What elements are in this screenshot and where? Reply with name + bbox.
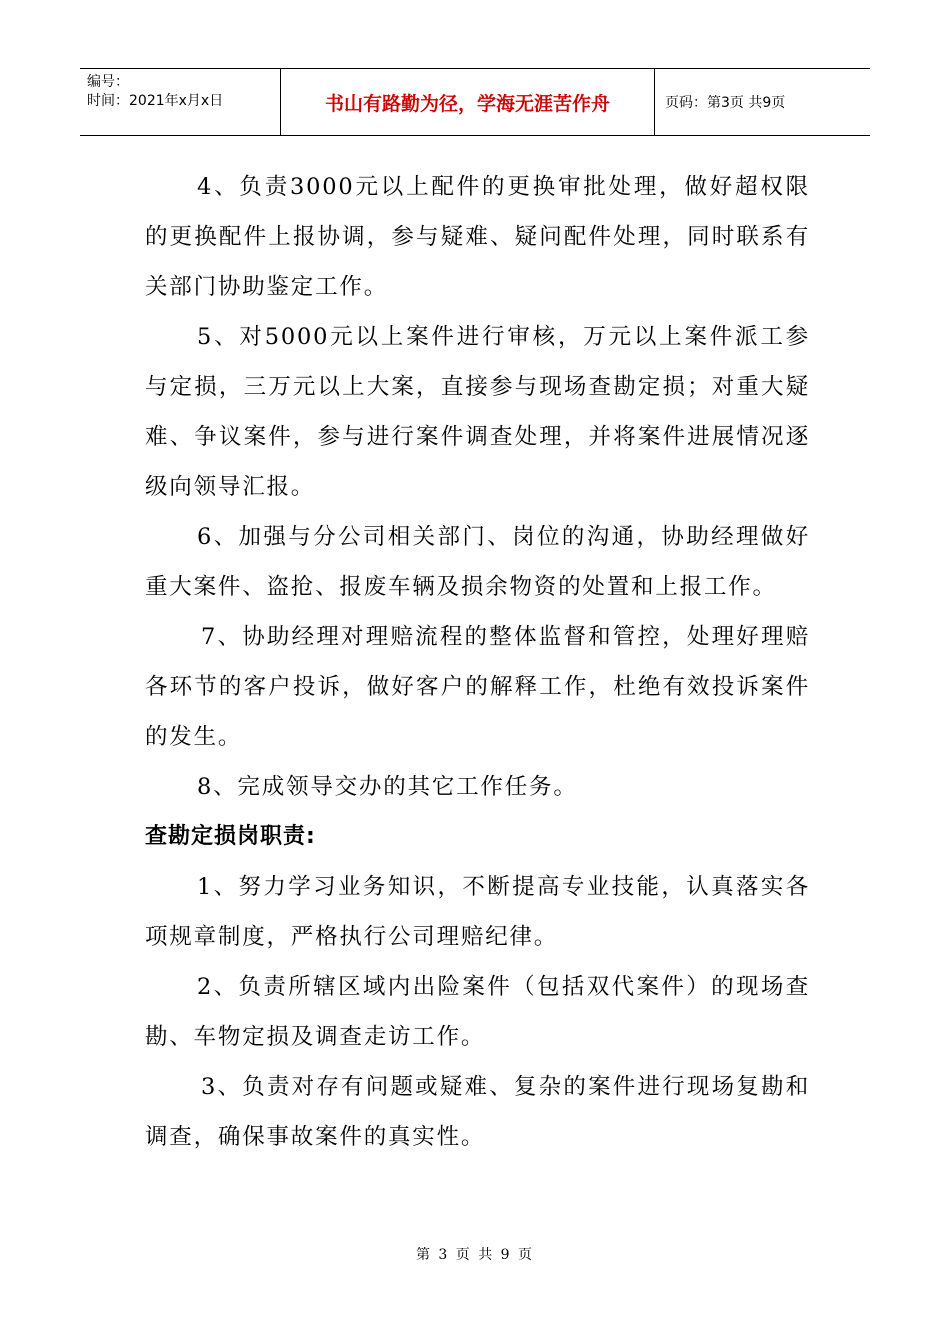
paragraph-item-5: 5、对5000元以上案件进行审核，万元以上案件派工参与定损，三万元以上大案，直接参与现场查勘定损；对重大疑难、争议案件，参与进行案件调查处理，并将案件进展情况逐级向领导汇报。 [145,324,810,500]
document-number-label: 编号： [87,74,129,90]
paragraph-item-6: 6、加强与分公司相关部门、岗位的沟通，协助经理做好重大案件、盗抢、报废车辆及损余物资的处置和上报工作。 [145,524,810,600]
document-time-label: 时间：2021年x月x日 [87,93,224,109]
header-motto: 书山有路勤为径，学海无涯苦作舟 [281,69,655,135]
section-paragraph-2: 2、负责所辖区域内出险案件（包括双代案件）的现场查勘、车物定损及调查走访工作。 [145,974,810,1050]
page-footer: 第 3 页 共 9 页 [415,1247,535,1263]
section-paragraph-1: 1、努力学习业务知识，不断提高专业技能，认真落实各项规章制度，严格执行公司理赔纪律。 [145,874,810,950]
paragraph-item-4: 4、负责3000元以上配件的更换审批处理，做好超权限的更换配件上报协调，参与疑难、疑问配件处理，同时联系有关部门协助鉴定工作。 [145,174,810,300]
header-page-info: 页码：第3页 共9页 [665,95,786,111]
section-paragraph-3: 3、负责对存有问题或疑难、复杂的案件进行现场复勘和调查，确保事故案件的真实性。 [145,1074,810,1150]
page-header [80,68,870,136]
section-title: 查勘定损岗职责: [145,824,316,849]
header-meta [80,69,281,135]
paragraph-item-7: 7、协助经理对理赔流程的整体监督和管控，处理好理赔各环节的客户投诉，做好客户的解释工作，杜绝有效投诉案件的发生。 [145,624,810,750]
document-body [145,162,810,1162]
paragraph-item-8: 8、完成领导交办的其它工作任务。 [197,774,578,800]
